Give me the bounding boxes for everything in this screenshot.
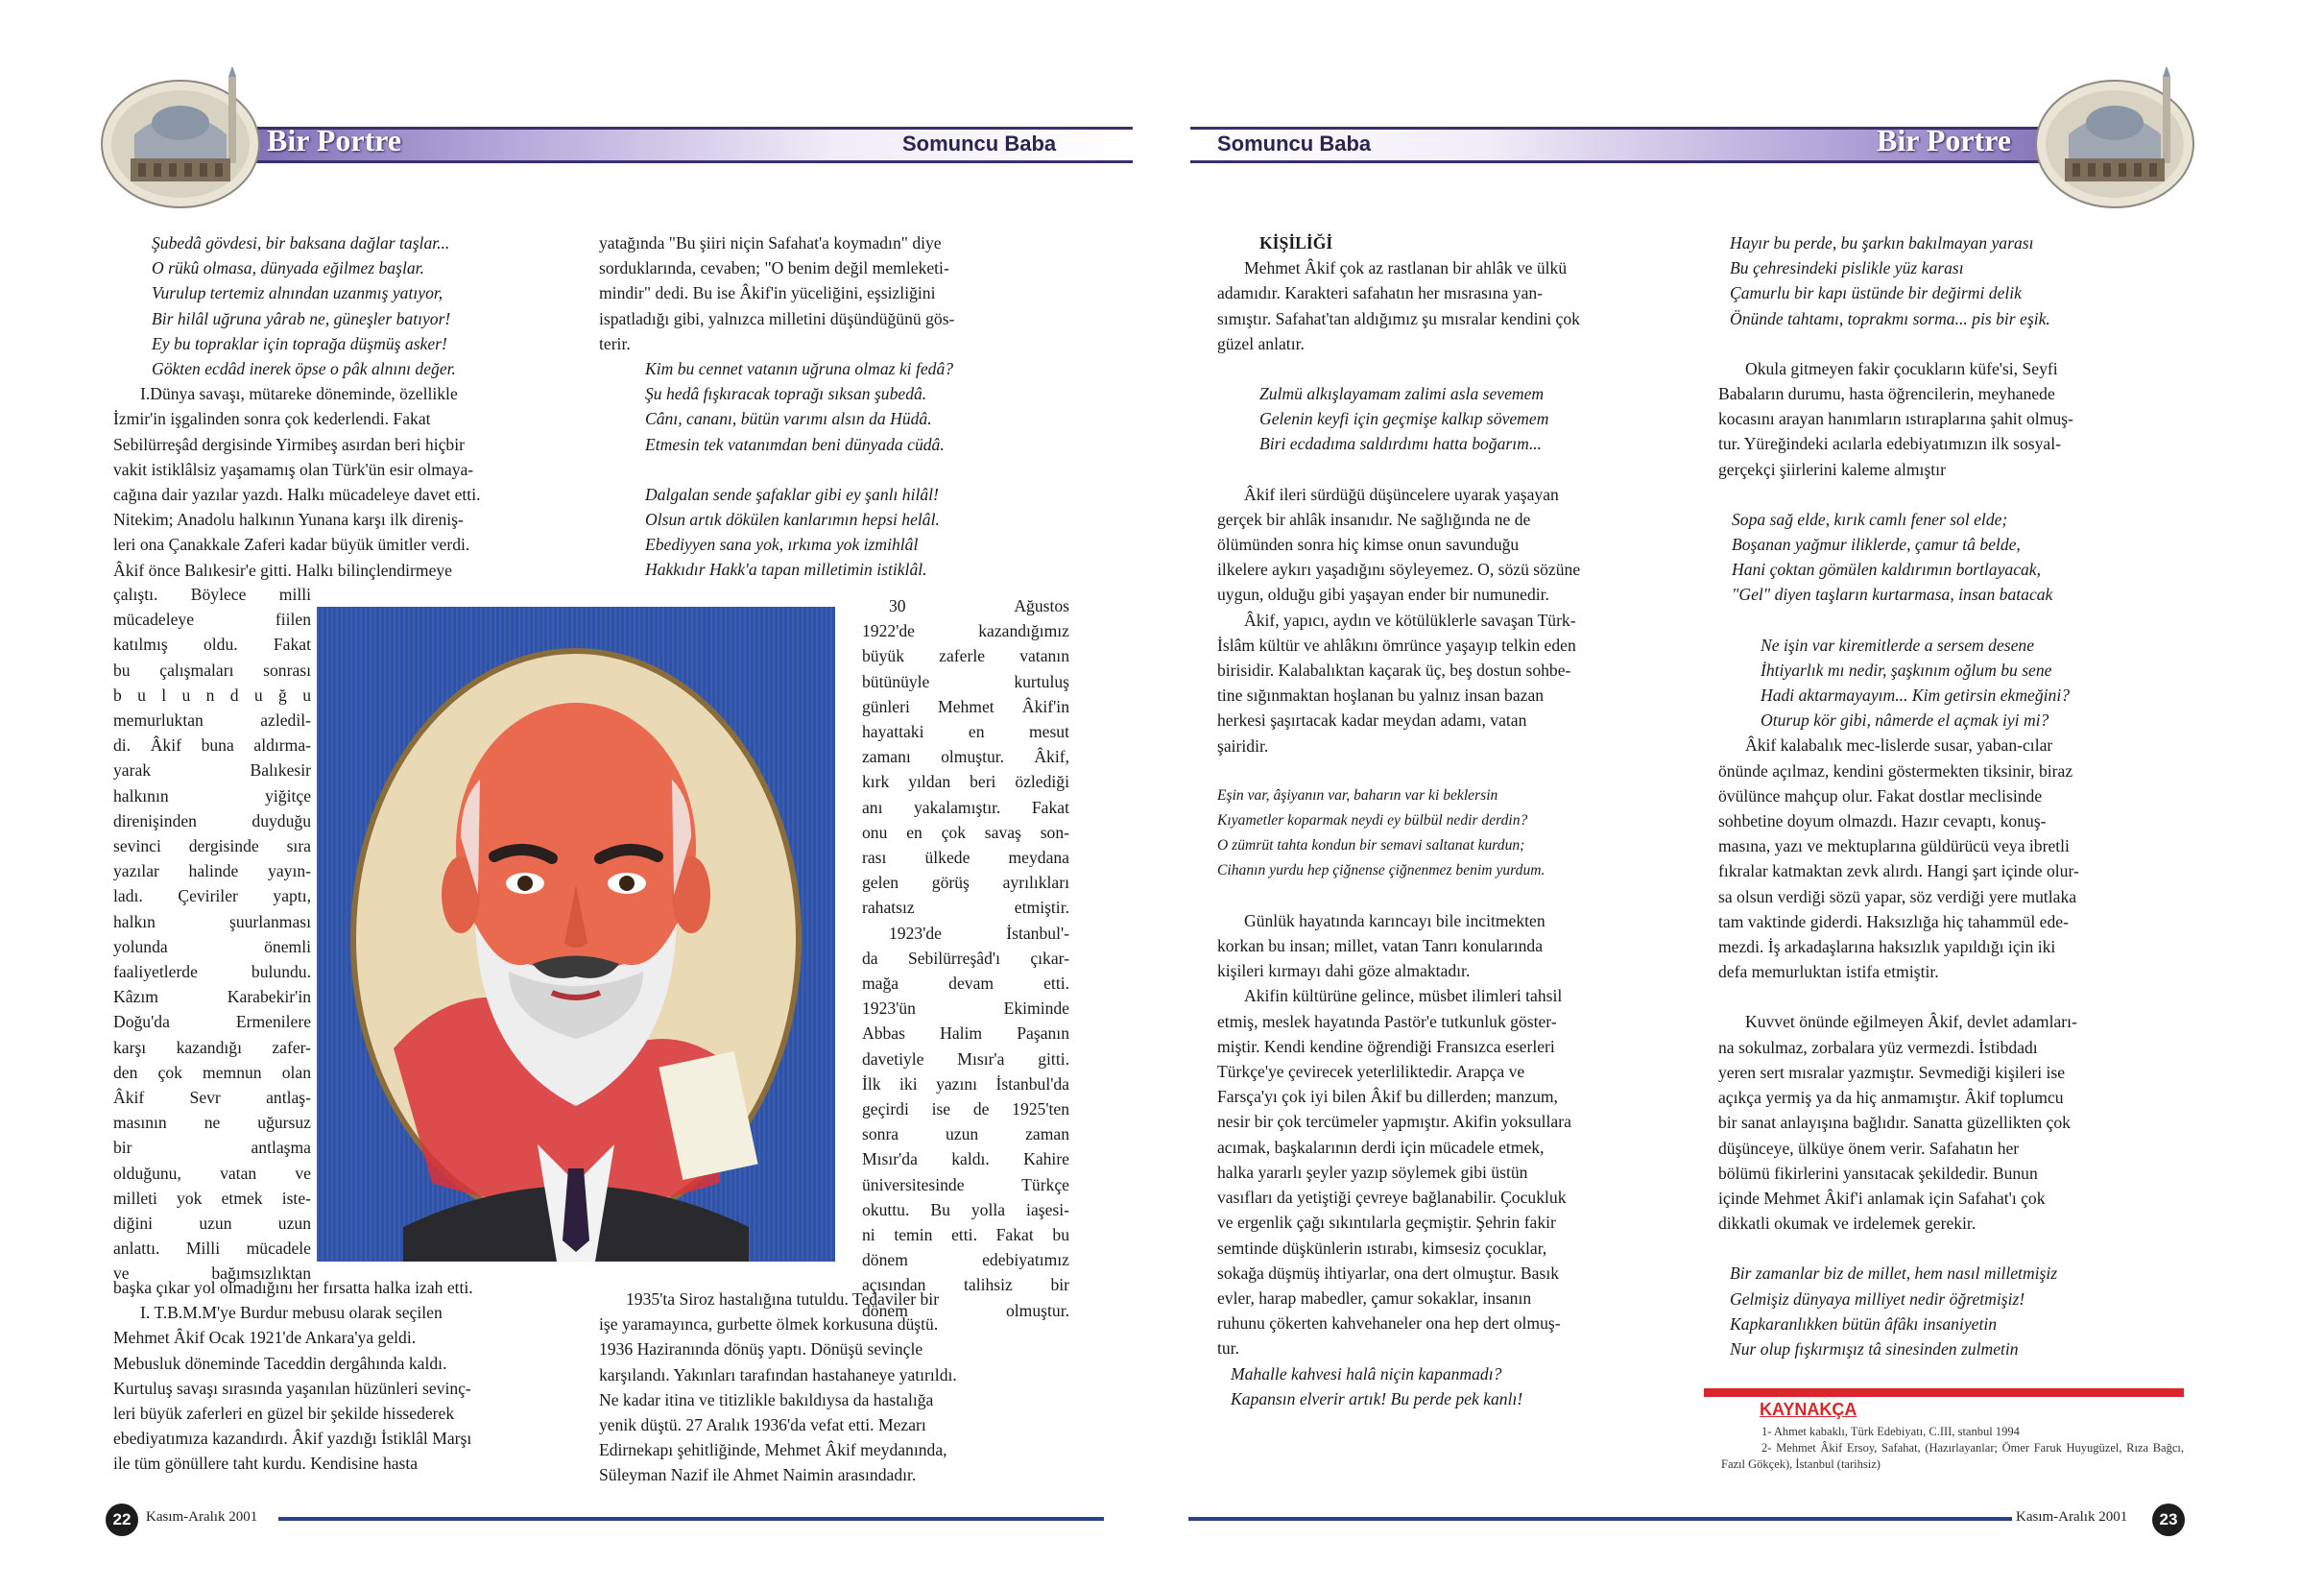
text-line: I.Dünya savaşı, mütareke döneminde, özellikle (140, 384, 458, 404)
text-line: vasıfları da yetiştiği çevreye bağlanabilir. Çocukluk (1217, 1188, 1567, 1208)
left-page-number: 22 (106, 1504, 138, 1536)
right-magazine-name: Somuncu Baba (1217, 132, 1372, 156)
text-line: leri ona Çanakkale Zaferi kadar büyük ümitler verdi. (113, 535, 470, 555)
text-line: dönem edebiyatımız (862, 1250, 1069, 1270)
verse-line: Eşin var, âşiyanın var, baharın var ki beklersin (1217, 786, 1498, 804)
references-title: KAYNAKÇA (1760, 1400, 1857, 1419)
text-line: Babaların durumu, hasta öğrencilerin, meyhanede (1718, 384, 2055, 404)
right-page-number: 23 (2152, 1504, 2185, 1536)
verse-line: Mahalle kahvesi halâ niçin kapanmadı? (1231, 1363, 1502, 1383)
left-issue-date: Kasım-Aralık 2001 (146, 1509, 258, 1525)
text-line: uygun, olduğu gibi yaşayan ender bir numunedir. (1217, 585, 1549, 605)
left-mosque-emblem (96, 67, 264, 211)
text-line: Âkif, yapıcı, aydın ve kötülüklerle savaşan Türk- (1244, 610, 1576, 630)
verse-line: Kapansın elverir artık! Bu perde pek kanlı! (1231, 1388, 1523, 1408)
text-line: Âkif Sevr antlaş- (113, 1088, 311, 1108)
text-line: ve bağımsızlıktan (113, 1263, 311, 1284)
verse-line: O rükû olmasa, dünyada eğilmez başlar. (152, 258, 424, 278)
text-line: bütünüyle kurtuluş (862, 671, 1069, 691)
verse-line: Ey bu topraklar için toprağa düşmüş asker! (152, 333, 447, 353)
text-line: geçirdi ise de 1925'ten (862, 1099, 1069, 1119)
text-line: Akifin kültürüne gelince, müsbet ilimleri tahsil (1244, 986, 1563, 1006)
text-line: etmiş, meslek hayatında Pastör'e tutkunluk göster- (1217, 1011, 1557, 1031)
portrait-frame (317, 607, 835, 1262)
verse-line: Gelenin keyfi için geçmişe kalkıp sövemem (1259, 409, 1549, 429)
text-line: başka çıkar yol olmadığını her fırsatta halka izah etti. (113, 1278, 473, 1297)
text-line: rası ülkede meydana (862, 848, 1069, 868)
left-column-2-narrow (862, 593, 1069, 1323)
text-line: faaliyetlerde bulundu. (113, 962, 311, 982)
text-line: mücadeleye fiilen (113, 610, 311, 630)
verse-line: Cihanın yurdu hep çiğnense çiğnenmez benim yurdum. (1217, 861, 1545, 878)
text-line: na sokulmaz, zorbalara yüz vermezdi. İstibdadı (1718, 1037, 2038, 1057)
verse-line: Önünde tahtamı, toprakmı sorma... pis bir eşik. (1730, 308, 2050, 328)
mehmet-akif-portrait (317, 607, 835, 1262)
text-line: İlk iki yazını İstanbul'da (862, 1073, 1069, 1094)
text-line: dönem olmuştur. (862, 1300, 1069, 1320)
text-line: nesir bir çok tercümeler yapmıştır. Akifin yoksullara (1217, 1112, 1571, 1132)
text-line: ve ergenlik çağı sıkıntılarla geçmiştir. Şehrin fakir (1217, 1213, 1556, 1233)
verse-line: Hadi aktarmayayım... Kim getirsin ekmeğini? (1761, 686, 2071, 706)
text-line: Kurtuluş savaşı sırasında yaşanılan hüzünleri sevinç- (113, 1378, 471, 1398)
text-line: Sebilürreşâd dergisinde Yirmibeş asırdan beri hiçbir (113, 434, 465, 454)
text-line: karşılandı. Yakınları tarafından hastahaneye yatırıldı. (599, 1364, 957, 1384)
text-line: Farsça'yı çok iyi bilen Âkif bu dillerden; manzum, (1217, 1087, 1558, 1107)
text-line: direnişinden duyduğu (113, 810, 311, 830)
verse-line: Bu çehresindeki pislikle yüz karası (1730, 258, 1964, 278)
text-line: terir. (599, 333, 631, 353)
text-line: övülünce mahçup olur. Fakat dostlar meclisinde (1718, 785, 2043, 806)
text-line: leri büyük zaferleri en güzel bir şekilde hissederek (113, 1404, 455, 1424)
text-line: Kâzım Karabekir'in (113, 987, 311, 1007)
text-line: defa memurluktan istifa etmiştir. (1718, 962, 1939, 982)
references-divider (1704, 1388, 2184, 1397)
text-line: cağına dair yazılar yazdı. Halkı mücadeleye davet etti. (113, 485, 481, 505)
text-line: açıkça yermiş ya da hiç anmamıştır. Âkif toplumcu (1718, 1088, 2064, 1108)
opening-poem (113, 230, 582, 381)
text-line: mağa devam etti. (862, 974, 1069, 994)
text-line: anlattı. Milli mücadele (113, 1239, 311, 1259)
text-line: Mısır'da kaldı. Kahire (862, 1149, 1069, 1169)
verse-line: Hani çoktan gömülen kaldırımın bortlayacak, (1732, 560, 2042, 580)
text-line: Türkçe'ye çevirecek yeterliliktedir. Arapça ve (1217, 1062, 1525, 1082)
verse-line: Ne işin var kiremitlerde a sersem desene (1761, 635, 2035, 655)
text-line: di. Âkif buna aldırma- (113, 735, 311, 756)
text-line: I. T.B.M.M'ye Burdur mebusu olarak seçilen (140, 1303, 443, 1323)
text-line: fıkralar katmaktan zevk alırdı. Hangi şart içinde olur- (1718, 861, 2079, 881)
verse-line: Şubedâ gövdesi, bir baksana dağlar taşlar... (152, 233, 450, 253)
text-line: yenik düştü. 27 Aralık 1936'da vefat etti. Mezarı (599, 1415, 926, 1435)
text-line: katılmış oldu. Fakat (113, 635, 311, 655)
millet-poem (1718, 1261, 2184, 1361)
section-heading-kisiligi: KİŞİLİĞİ (1259, 233, 1333, 253)
text-line: adamıdır. Karakteri safahatın her mısrasına yan- (1217, 283, 1544, 303)
sopa-poem (1718, 507, 2184, 608)
text-line: dikkatli okumak ve irdelemek gerekir. (1718, 1214, 1977, 1234)
text-line: sorduklarında, cevaben; "O benim değil memleketi- (599, 258, 949, 278)
text-line: memurluktan azledil- (113, 710, 311, 731)
text-line: ölümünden sonra hiç kimse onun savunduğu (1217, 535, 1520, 555)
verse-line: "Gel" diyen taşların kurtarmasa, insan batacak (1732, 585, 2053, 605)
text-line: tur. Yüreğindeki acılarla edebiyatımızın ilk sosyal- (1718, 434, 2061, 454)
text-line: Ne kadar itina ve titizlikle bakıldıysa da hastalığa (599, 1389, 934, 1409)
text-line: gelen görüş ayrılıkları (862, 873, 1069, 893)
text-line: ruhunu çökerten kahvehaneler ona hep dert olmuş- (1217, 1313, 1561, 1334)
text-line: güzel anlatır. (1217, 333, 1305, 353)
text-line: 1935'ta Siroz hastalığına tutuldu. Tedaviler bir (626, 1289, 940, 1309)
text-line: mezdi. İş arkadaşlarına haksızlık yapıldığı için iki (1718, 937, 2056, 957)
verse-line: Bir zamanlar biz de millet, hem nasıl milletmişiz (1730, 1263, 2058, 1284)
text-line: korkan bu insan; millet, vatan Tanrı konularında (1217, 936, 1543, 956)
verse-line: Boşanan yağmur iliklerde, çamur tâ belde, (1732, 535, 2021, 555)
text-line: işe yaramayınca, gurbette ölmek korkusuna düştü. (599, 1314, 939, 1335)
verse-line: Bir hilâl uğruna yârab ne, güneşler batıyor! (152, 308, 451, 328)
text-line: kocasını arayan hanımların ıstıraplarına şahit olmuş- (1718, 409, 2073, 429)
text-line: kişileri kırmayı dahi göze almaktadır. (1217, 961, 1471, 981)
verse-line: O zümrüt tahta kondun bir semavi saltanat kurdun; (1217, 836, 1525, 854)
text-line: davetiyle Mısır'a gitti. (862, 1048, 1069, 1069)
text-line: 1922'de kazandığımız (862, 621, 1069, 641)
verse-line: Gelmişiz dünyaya milliyet nedir öğretmişiz! (1730, 1288, 2025, 1309)
verse-line: İhtiyarlık mı nedir, şaşkınım oğlum bu sene (1761, 660, 2052, 680)
left-footer-rule (278, 1517, 1104, 1521)
text-line: sımıştır. Safahat'tan aldığımız şu mısralar kendini çok (1217, 308, 1580, 328)
text-line: halkın şuurlanması (113, 911, 311, 931)
text-line: sa olsun verdiği sözü yapar, söz verdiği yere mutlaka (1718, 886, 2077, 906)
text-line: düşünceye, ülküye önem verir. Safahatın her (1718, 1138, 2020, 1158)
text-line: herkesi şaşırtacak kadar meydan adamı, vatan (1217, 710, 1527, 731)
text-line: zamanı olmuştur. Âkif, (862, 747, 1069, 767)
text-line: bu çalışmaları sonrası (113, 660, 311, 680)
text-line: masının ne uğursuz (113, 1113, 311, 1133)
text-line: vakit istiklâlsiz yaşamamış olan Türk'ün esir olmaya- (113, 459, 474, 479)
perde-poem (1718, 230, 2184, 331)
text-line: den çok memnun olan (113, 1062, 311, 1082)
text-line: Nitekim; Anadolu halkının Yunana karşı ilk direniş- (113, 510, 464, 530)
text-line: sevinci dergisinde sıra (113, 836, 311, 856)
text-line: yatağında "Bu şiiri niçin Safahat'a koymadın" diye (599, 233, 942, 253)
text-line: ebediyatımıza kazandırdı. Âkif yazdığı İstiklâl Marşı (113, 1429, 472, 1449)
text-line: tam vaktinde giderdi. Haksızlığa hiç tahammül ede- (1718, 911, 2069, 931)
text-line: Süleyman Nazif ile Ahmet Naimin arasındadır. (599, 1465, 917, 1485)
text-line: ile tüm gönüllere taht kurdu. Kendisine hasta (113, 1454, 419, 1474)
text-line: tine sığınmaktan hoşlanan bu yalnız insan bazan (1217, 686, 1545, 706)
text-line: da Sebilürreşâd'ı çıkar- (862, 948, 1069, 968)
text-line: 30 Ağustos (889, 596, 1069, 615)
text-line: tur. (1217, 1338, 1239, 1359)
verse-line: Kim bu cennet vatanın uğruna olmaz ki fedâ? (645, 359, 954, 379)
left-column-2-bottom (599, 1287, 1069, 1488)
text-line: evler, harap mabedler, çamur sokaklar, insanın (1217, 1287, 1532, 1308)
text-line: gerçekçi şiirlerini kaleme almıştır (1718, 459, 1946, 479)
text-line: ispatladığı gibi, yalnızca milletini düşündüğünü gös- (599, 308, 955, 328)
text-line: ilkelere aykırı yaşadığını söyleyemez. O, sözü sözüne (1217, 560, 1581, 580)
right-issue-date: Kasım-Aralık 2001 (2016, 1509, 2128, 1525)
verse-line: Zulmü alkışlayamam zalimi asla sevemem (1259, 384, 1545, 404)
text-line: kırk yıldan beri özlediği (862, 772, 1069, 792)
reference-item: 1- Ahmet kabaklı, Türk Edebiyatı, C.III, stanbul 1994 (1761, 1425, 2020, 1438)
text-line: milleti yok etmek iste- (113, 1188, 311, 1208)
text-line: miştir. Kendi kendine öğrendiği Fransızca eserleri (1217, 1036, 1555, 1056)
right-column-2 (1718, 230, 2184, 1361)
text-line: yeren sert mısralar yazmıştır. Sevmediği kişileri ise (1718, 1062, 2066, 1082)
text-line: yolunda önemli (113, 936, 311, 956)
verse-line: Şu hedâ fışkıracak toprağı sıksan şubedâ. (645, 384, 927, 404)
text-line: açısından talihsiz bir (862, 1275, 1069, 1295)
verse-line: Oturup kör gibi, nâmerde el açmak iyi mi? (1761, 710, 2049, 731)
text-line: 1936 Haziranında dönüş yaptı. Dönüşü sevinçle (599, 1339, 923, 1359)
verse-line: Cânı, cananı, bütün varımı alsın da Hüdâ. (645, 409, 932, 429)
text-line: bir sanat anlayışına bağlıdır. Sanatta güzellikten çok (1718, 1113, 2071, 1133)
text-line: halka yararlı şeyler yazıp söylemek gibi üstün (1217, 1162, 1528, 1182)
text-line: hayattaki en mesut (862, 722, 1069, 742)
right-mosque-emblem (2030, 67, 2198, 211)
text-line: ladı. Çeviriler yaptı, (113, 886, 311, 906)
reference-item: 2- Mehmet Âkif Ersoy, Safahat, (Hazırlayanlar; Ömer Faruk Huyugüzel, Rıza Bağcı, Fazıl Gökçek), İstanbul (tarihsiz) (1721, 1441, 2184, 1471)
text-line: masına, yazı ve mektuplarına güldürücü veya ibretli (1718, 836, 2070, 856)
text-line: günleri Mehmet Âkif'in (862, 696, 1069, 716)
text-line: acımak, başkalarının derdi için mücadele etmek, (1217, 1137, 1545, 1157)
verse-line: Çamurlu bir kapı üstünde bir değirmi delik (1730, 283, 2022, 303)
verse-line: Vurulup tertemiz alnından uzanmış yatıyor, (152, 283, 443, 303)
text-line: birisidir. Kalabalıktan kaçarak üç, beş dostun sohbe- (1217, 661, 1571, 681)
verse-line: Biri ecdadıma saldırdımı hatta boğarım... (1259, 434, 1543, 454)
verse-line: Etmesin tek vatanımdan beni dünyada cüdâ. (645, 434, 945, 454)
text-line: Günlük hayatında karıncayı bile incitmekten (1244, 910, 1545, 930)
right-column-1 (1217, 230, 1686, 1411)
text-line: Mebusluk döneminde Taceddin dergâhında kaldı. (113, 1353, 447, 1373)
left-column-1 (113, 230, 582, 583)
text-line: onu en çok savaş son- (862, 822, 1069, 842)
references-list (1721, 1424, 2184, 1473)
text-line: Kuvvet önünde eğilmeyen Âkif, devlet adamları- (1745, 1012, 2077, 1032)
verse-line: Hayır bu perde, bu şarkın bakılmayan yarası (1730, 233, 2034, 253)
left-section-title: Bir Portre (267, 123, 402, 157)
verse-line: Ebediyyen sana yok, ırkıma yok izmihlâl (645, 535, 919, 555)
text-line: yarak Balıkesir (113, 760, 311, 781)
text-line: Doğu'da Ermenilere (113, 1012, 311, 1032)
text-line: semtinde düşkünlerin ıstırabı, kimsesiz çocuklar, (1217, 1238, 1547, 1258)
text-line: Âkif önce Balıkesir'e gitti. Halkı bilinçlendirmeye (113, 560, 452, 580)
text-line: olduğunu, vatan ve (113, 1163, 311, 1183)
verse-line: Sopa sağ elde, kırık camlı fener sol elde; (1732, 509, 2008, 529)
text-line: sonra uzun zaman (862, 1124, 1069, 1144)
text-line: diğini uzun uzun (113, 1214, 311, 1234)
text-line: Edirnekapı şehitliğinde, Mehmet Âkif meydanında, (599, 1440, 947, 1460)
independence-poem (599, 356, 1069, 583)
text-line: sokağa düşmüş ihtiyarlar, ona dert olmuştur. Basık (1217, 1263, 1560, 1283)
text-line: Okula gitmeyen fakir çocukların küfe'si, Seyfi (1745, 358, 2058, 378)
text-line: çalıştı. Böylece milli (113, 585, 311, 604)
left-column-1-narrow (113, 582, 311, 1287)
left-magazine-name: Somuncu Baba (902, 132, 1057, 156)
text-line: rahatsız etmiştir. (862, 898, 1069, 918)
text-line: önünde açılmaz, kendini göstermekten tiksinir, biraz (1718, 760, 2073, 781)
text-line: şairidir. (1217, 735, 1269, 756)
text-line: bölümü fikirlerini yansıtacak şekildedir. Bunun (1718, 1163, 2038, 1183)
verse-line: Olsun artık dökülen kanlarımın hepsi helâl. (645, 510, 940, 530)
text-line: Âkif kalabalık mec-lislerde susar, yaban-cılar (1745, 735, 2053, 756)
text-line: Abbas Halim Paşanın (862, 1023, 1069, 1044)
text-line: b u l u n d u ğ u (113, 685, 311, 705)
text-line: karşı kazandığı zafer- (113, 1037, 311, 1057)
bulbul-poem (1217, 783, 1686, 883)
text-line: okuttu. Bu yolla iaşesi- (862, 1199, 1069, 1219)
text-line: büyük zaferle vatanın (862, 646, 1069, 666)
text-line: içinde Mehmet Âkif'i anlamak için Safahat'ı çok (1718, 1188, 2046, 1208)
verse-line: Hakkıdır Hakk'a tapan milletimin istiklâl. (645, 560, 927, 580)
text-line: üniversitesinde Türkçe (862, 1174, 1069, 1194)
text-line: sohbetine doyum olmazdı. Hazır cevaptı, konuş- (1718, 811, 2047, 831)
text-line: anı yakalamıştır. Fakat (862, 797, 1069, 817)
text-line: Mehmet Âkif çok az rastlanan bir ahlâk ve ülkü (1244, 258, 1568, 278)
text-line: ni temin etti. Fakat bu (862, 1225, 1069, 1245)
left-column-1-bottom (113, 1275, 582, 1477)
text-line: 1923'de İstanbul'- (889, 923, 1069, 943)
verse-line: Nur olup fışkırmışız tâ sinesinden zulmetin (1730, 1338, 2019, 1359)
text-line: 1923'ün Ekiminde (862, 999, 1069, 1019)
verse-line: Kıyametler koparmak neydi ey bülbül nedir derdin? (1217, 811, 1528, 829)
left-column-2 (599, 230, 1069, 583)
text-line: mindir" dedi. Bu ise Âkif'in yüceliğini, eşsizliğini (599, 283, 936, 303)
right-footer-rule (1188, 1517, 2012, 1521)
text-line: gerçek bir ahlâk insanıdır. Ne sağlığında ne de (1217, 509, 1531, 529)
kiremit-poem (1718, 633, 2184, 734)
text-line: İzmir'in işgalinden sonra çok kederlendi. Fakat (113, 409, 431, 429)
text-line: bir antlaşma (113, 1138, 311, 1158)
verse-line: Gökten ecdâd inerek öpse o pâk alnını değer. (152, 359, 456, 379)
zulm-poem (1217, 381, 1686, 457)
text-line: Âkif ileri sürdüğü düşüncelere uyarak yaşayan (1244, 484, 1559, 504)
kahvehane-poem (1217, 1361, 1686, 1411)
verse-line: Dalgalan sende şafaklar gibi ey şanlı hilâl! (645, 484, 939, 504)
text-line: halkının yiğitçe (113, 785, 311, 806)
text-line: İslâm kültür ve ahlâkını ömrünce yaşayıp telkin eden (1217, 635, 1576, 655)
text-line: yazılar halinde yayın- (113, 861, 311, 881)
right-section-title: Bir Portre (1877, 123, 2012, 157)
text-line: Mehmet Âkif Ocak 1921'de Ankara'ya geldi. (113, 1328, 417, 1348)
verse-line: Kapkaranlıkken bütün âfâkı insaniyetin (1730, 1313, 1998, 1334)
